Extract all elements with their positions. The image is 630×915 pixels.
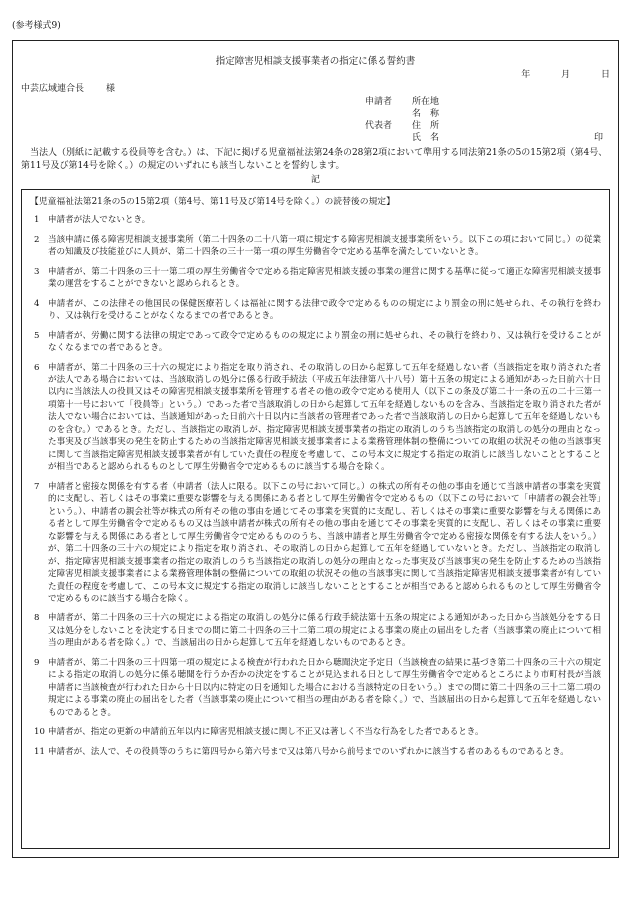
company-name-label: 名 称 <box>412 109 440 119</box>
list-item <box>30 266 601 291</box>
item-number: 2 <box>34 234 40 245</box>
item-number: 1 <box>34 215 40 226</box>
list-item <box>30 481 601 606</box>
date-year: 年 <box>521 70 531 80</box>
document-title: 指定障害児相談支援事業者の指定に係る誓約書 <box>215 56 416 67</box>
item-text: 申請者が法人でないとき。 <box>48 215 151 226</box>
item-number: 6 <box>34 362 40 373</box>
list-item <box>30 657 601 719</box>
pledge-statement: 当法人（別紙に記載する役員等を含む。）は、下記に掲げる児童福祉法第24条の28第2項において準用する同法第21条の5の15第2項（第4号、第11号及び第14号を除く。）の規定のいずれにも該当しないことを誓約します。 <box>21 148 608 172</box>
form-label: (参考様式9) <box>12 21 61 31</box>
address-label: 所在地 <box>412 97 440 107</box>
date-month: 月 <box>561 70 571 80</box>
item-text: 申請者が、第二十四条の三十四第一項の規定による検査が行われた日から聴聞決定予定日（当該検査の結果に基づき第二十四条の三十六の規定による指定の取消しの処分に係る聴聞を行うか否かの決定をすることが見込まれる日として厚生労働省令で定めるところにより市町村長が当該申請者に当該検査が行われた日から十日以内に特定の日を通知した場合における当該特定の日をいう。）までの間に第二十四条の三十二第二項の規定による事業の廃止の届出をした者（当該事業の廃止について相当の理由がある者を除く。）で、当該届出の日から起算して五年を経過しないものであるとき。 <box>48 657 601 718</box>
item-number: 3 <box>34 266 40 277</box>
item-number: 11 <box>34 746 45 757</box>
list-item <box>30 330 601 355</box>
provisions-list <box>30 214 601 758</box>
representative-name-label: 氏 名 <box>412 133 440 143</box>
ki-heading: 記 <box>310 175 320 185</box>
item-text: 申請者が、第二十四条の三十六の規定による指定の取消しの処分に係る行政手続法第十五条の規定による通知があった日から当該処分をする日又は処分をしないことを決定する日までの間に第二十四条の三十二第二項の規定による事業の廃止の届出をした者（当該事業の廃止について相当の理由がある者を除く。）で、当該届出の日から起算して五年を経過しないものであるとき。 <box>48 613 601 649</box>
provisions-title: 【児童福祉法第21条の5の15第2項（第4号、第11号及び第14号を除く。）の読替後の規定】 <box>30 197 395 207</box>
addressee <box>21 83 115 96</box>
applicant-label: 申請者 <box>365 97 393 107</box>
pledge-document <box>12 40 619 858</box>
item-number: 5 <box>34 330 40 341</box>
date-day: 日 <box>600 70 610 80</box>
addressee-honorific: 様 <box>106 84 116 94</box>
provisions-box <box>21 189 610 849</box>
list-item <box>30 234 601 259</box>
list-item <box>30 362 601 474</box>
item-text: 申請者が、労働に関する法律の規定であって政令で定めるものの規定により罰金の刑に処せられ、その執行を終わり、又は執行を受けることがなくなるまでの者であるとき。 <box>48 330 601 354</box>
item-text: 申請者が、この法律その他国民の保健医療若しくは福祉に関する法律で政令で定めるものの規定により罰金の刑に処せられ、その執行を終わり、又は執行を受けることがなくなるまでの者であるとき。 <box>48 298 601 322</box>
list-item <box>30 612 601 649</box>
list-item <box>30 298 601 323</box>
item-number: 8 <box>34 613 40 624</box>
item-text: 申請者が、第二十四条の三十一第二項の厚生労働省令で定める指定障害児相談支援の事業の運営に関する基準に従って適正な障害児相談支援事業の運営をすることができないと認められるとき。 <box>48 266 601 290</box>
representative-label: 代表者 <box>365 121 393 131</box>
addressee-name: 中芸広域連合長 <box>21 84 85 94</box>
item-text: 申請者と密接な関係を有する者（申請者（法人に限る。以下この号において同じ。）の株式の所有その他の事由を通じて当該申請者の事業を実質的に支配し、若しくはその事業に重要な影響を与える関係にある者として厚生労働省令で定めるもの（以下この号において「申請者の親会社等」という。）、申請者の親会社等が株式の所有その他の事由を通じてその事業を実質的に支配し、若しくはその事業に重要な影響を与える関係にある者として厚生労働省令で定めるもの又は当該申請者が株式の所有その他の事由を通じてその事業を実質的に支配し、若しくはその事業に重要な影響を与える関係にある者として厚生労働省令で定めるもののうち、当該申請者と厚生労働省令で定める密接な関係を有する法人をいう。）が、第二十四条の三十六の規定により指定を取り消され、その取消しの日から起算して五年を経過していないとき。ただし、当該指定の取消しが、指定障害児相談支援事業者の指定の取消しのうち当該指定の取消しの処分の理由となった事実及び当該事実の発生を防止するための当該指定障害児相談支援事業者による業務管理体制の整備についての取組の状況その他の当該事実に関して当該指定障害児相談支援事業者が有していた責任の程度を考慮して、この号本文に規定する指定の取消しに該当しないこととすることが相当であると認められるものとして厚生労働省令で定めるものに該当する場合を除く。 <box>48 481 601 604</box>
list-item <box>30 726 601 738</box>
list-item <box>30 746 601 758</box>
item-number: 10 <box>34 727 45 738</box>
applicant-block <box>365 96 615 144</box>
item-text: 申請者が、法人で、その役員等のうちに第四号から第六号まで又は第八号から前号までのいずれかに該当する者のあるものであるとき。 <box>48 746 569 757</box>
item-number: 7 <box>34 481 40 492</box>
list-item <box>30 214 601 226</box>
item-number: 9 <box>34 657 40 668</box>
seal-mark: 印 <box>593 133 603 143</box>
representative-address-label: 住 所 <box>412 121 440 131</box>
item-text: 当該申請に係る障害児相談支援事業所（第二十四条の二十八第一項に規定する障害児相談支援事業所をいう。以下この項において同じ。）の従業者の知識及び技能並びに人員が、第二十四条の三十一第一項の厚生労働省令で定める基準を満たしていないとき。 <box>48 234 601 258</box>
date-line <box>493 69 610 82</box>
item-text: 申請者が、指定の更新の申請前五年以内に障害児相談支援に関し不正又は著しく不当な行為をした者であるとき。 <box>48 727 484 738</box>
item-text: 申請者が、第二十四条の三十六の規定により指定を取り消され、その取消しの日から起算して五年を経過しない者（当該指定を取り消された者が法人である場合においては、当該取消しの処分に係る行政手続法（平成五年法律第八十八号）第十五条の規定による通知があった日前六十日以内に当該法人の役員又はその障害児相談支援事業所を管理する者その他の政令で定める使用人（以下この条及び第二十一条の五の二十三第一項第十一号において「役員等」という。）であった者で当該取消しの日から起算して五年を経過しないものを含み、当該指定を取り消された者が法人でない場合においては、当該通知があった日前六十日以内に当該者の管理者であった者で当該取消しの日から起算して五年を経過しないものを含む。）であるとき。ただし、当該指定の取消しが、指定障害児相談支援事業者の指定の取消しのうち当該指定の取消しの処分の理由となった事実及び当該事実の発生を防止するための当該指定障害児相談支援事業者による業務管理体制の整備についての取組の状況その他の当該事実に関して当該指定障害児相談支援事業者が有していた責任の程度を考慮して、この号本文に規定する指定の取消しに該当しないこととすることが相当であると認められるものとして厚生労働省令で定めるものに該当する場合を除く。 <box>48 362 601 473</box>
item-number: 4 <box>34 298 40 309</box>
